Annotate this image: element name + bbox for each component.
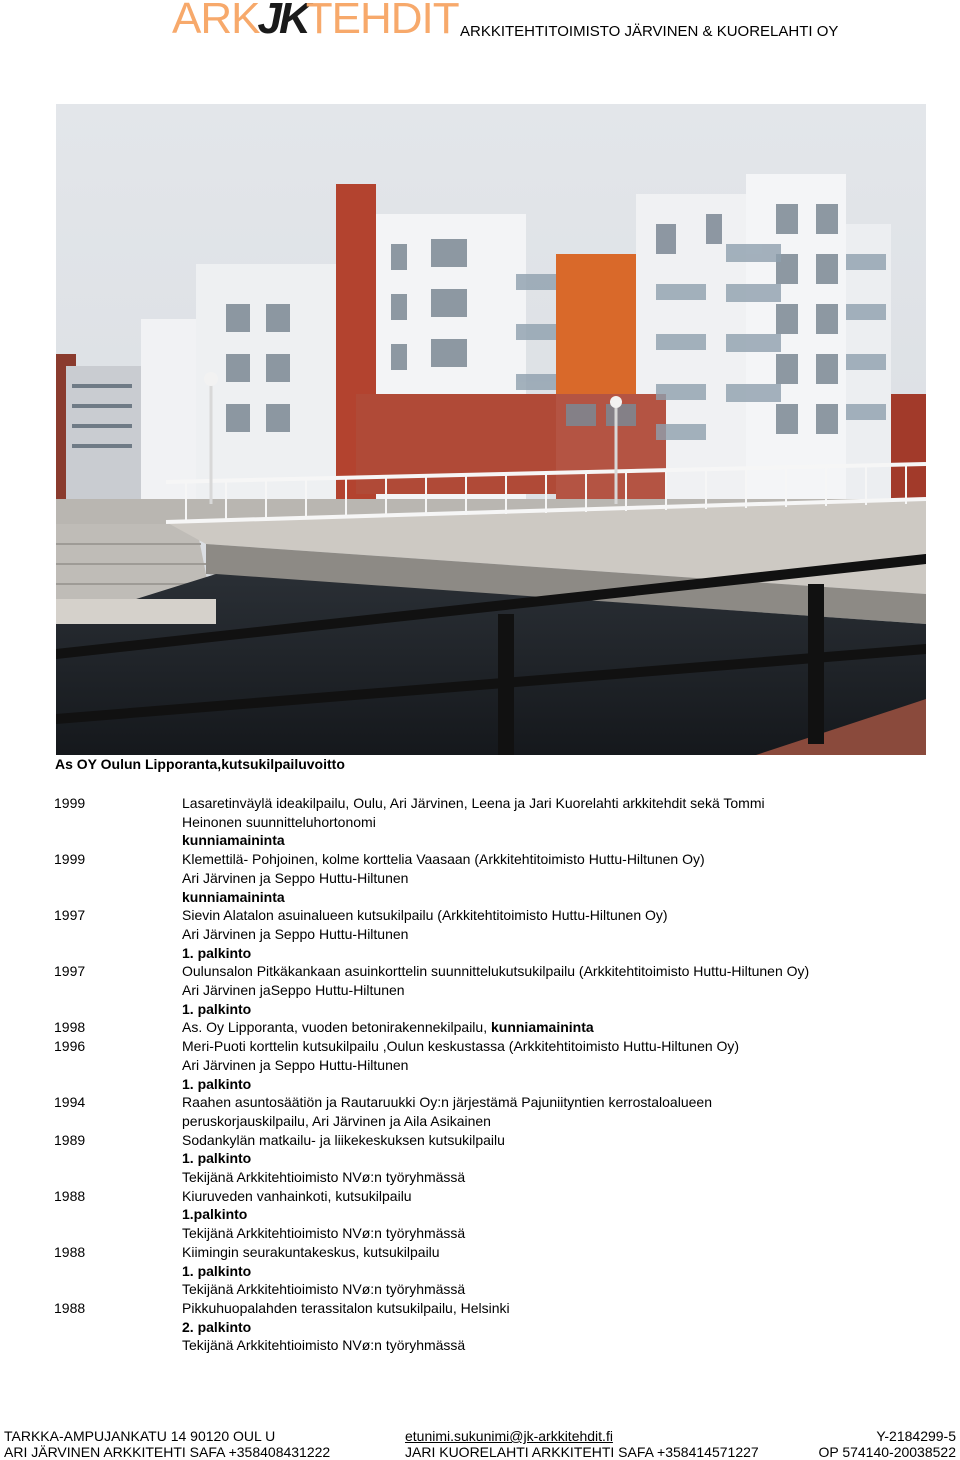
- entry-year: 1988: [54, 1299, 86, 1316]
- award-text: kunniamaininta: [182, 888, 285, 905]
- entry-line: [182, 1299, 960, 1318]
- entry-line: [182, 1056, 960, 1075]
- line-text: Tekijänä Arkkitehtioimisto NVø:n työryhmässä: [182, 1225, 466, 1242]
- competition-entry: [0, 906, 960, 962]
- competition-entry: [0, 794, 960, 850]
- entry-description: [182, 794, 960, 850]
- entry-line: [182, 981, 960, 1000]
- line-text: Raahen asuntosäätiön ja Rautaruukki Oy:n järjestämä Pajuniityntien kerrostaloalueen: [182, 1094, 712, 1111]
- entry-line: [182, 906, 960, 925]
- line-text: Lasaretinväylä ideakilpailu, Oulu, Ari Järvinen, Leena ja Jari Kuorelahti arkkitehdit sekä Tommi: [182, 795, 765, 811]
- entry-year: 1988: [54, 1187, 86, 1204]
- entry-description: [182, 1299, 960, 1355]
- line-text: Ari Järvinen ja Seppo Huttu-Hiltunen: [182, 1056, 409, 1073]
- award-text: 2. palkinto: [182, 1318, 252, 1335]
- entry-line: [182, 925, 960, 944]
- entry-description: [182, 850, 960, 906]
- entry-description: [182, 962, 960, 1018]
- line-text: Oulunsalon Pitkäkankaan asuinkorttelin suunnittelukutsukilpailu (Arkkitehtitoimisto Huttu-Hiltunen Oy): [182, 963, 810, 980]
- competition-entry: [0, 1299, 960, 1355]
- line-text: Ari Järvinen jaSeppo Huttu-Hiltunen: [182, 982, 405, 999]
- competition-entry: [0, 962, 960, 1018]
- line-text: Sodankylän matkailu- ja liikekeskuksen kutsukilpailu: [182, 1131, 505, 1148]
- competition-entry: [0, 1018, 960, 1037]
- entry-year: 1999: [54, 851, 86, 868]
- award-text: kunniamaininta: [490, 1019, 594, 1036]
- line-text: As. Oy Lipporanta, vuoden betonirakennekilpailu,: [182, 1019, 491, 1036]
- building-photo: [56, 104, 926, 755]
- competition-list: [0, 794, 960, 1355]
- award-text: 1. palkinto: [182, 1075, 252, 1092]
- company-name: ARKKITEHTITOIMISTO JÄRVINEN & KUORELAHTI OY: [460, 23, 839, 40]
- entry-line: [182, 794, 960, 813]
- entry-line: [182, 850, 960, 869]
- award-result: [182, 1205, 960, 1224]
- competition-entry: [0, 1187, 960, 1243]
- entry-line: [182, 1168, 960, 1187]
- footer-address: TARKKA-AMPUJANKATU 14 90120 OUL U: [4, 1428, 276, 1444]
- award-text: 1.palkinto: [182, 1206, 248, 1223]
- competition-entry: [0, 1093, 960, 1130]
- photo-caption: As OY Oulun Lipporanta,kutsukilpailuvoitto: [55, 756, 345, 772]
- entry-line: [182, 1093, 960, 1112]
- award-result: [182, 1262, 960, 1281]
- footer-business-id: Y-2184299-5: [876, 1428, 956, 1444]
- award-result: [182, 831, 960, 850]
- entry-line: [182, 1037, 960, 1056]
- footer-contact-jari: JARI KUORELAHTI ARKKITEHTI SAFA +358414571227: [405, 1444, 759, 1460]
- footer-bank-account: OP 574140-20038522: [818, 1444, 956, 1460]
- entry-description: [182, 1131, 960, 1187]
- competition-entry: [0, 1131, 960, 1187]
- entry-year: 1999: [54, 795, 86, 811]
- entry-year: 1997: [54, 963, 86, 980]
- line-text: Kiuruveden vanhainkoti, kutsukilpailu: [182, 1187, 412, 1204]
- entry-line: [182, 869, 960, 888]
- entry-description: [182, 1037, 960, 1093]
- entry-description: [182, 1187, 960, 1243]
- entry-year: 1997: [54, 907, 86, 924]
- award-result: [182, 1149, 960, 1168]
- entry-line: [182, 1243, 960, 1262]
- entry-year: 1988: [54, 1243, 86, 1260]
- entry-line: [182, 1131, 960, 1150]
- entry-description: [182, 906, 960, 962]
- entry-description: [182, 1018, 960, 1037]
- award-result: [182, 888, 960, 907]
- entry-line: [182, 1112, 960, 1131]
- competition-entry: [0, 1243, 960, 1299]
- entry-line: [182, 1224, 960, 1243]
- award-text: 1. palkinto: [182, 944, 252, 961]
- entry-year: 1998: [54, 1019, 86, 1036]
- line-text: Tekijänä Arkkitehtioimisto NVø:n työryhmässä: [182, 1281, 466, 1298]
- line-text: Sievin Alatalon asuinalueen kutsukilpailu (Arkkitehtitoimisto Huttu-Hiltunen Oy): [182, 907, 668, 924]
- entry-line: [182, 1280, 960, 1299]
- entry-line: [182, 1018, 960, 1037]
- footer-email-link[interactable]: etunimi.sukunimi@jk-arkkitehdit.fi: [405, 1428, 613, 1444]
- line-text: Kiimingin seurakuntakeskus, kutsukilpailu: [182, 1243, 440, 1260]
- award-text: 1. palkinto: [182, 1000, 252, 1017]
- entry-year: 1996: [54, 1038, 86, 1055]
- line-text: Heinonen suunnitteluhortonomi: [182, 813, 376, 830]
- entry-year: 1994: [54, 1094, 86, 1111]
- line-text: peruskorjauskilpailu, Ari Järvinen ja Aila Asikainen: [182, 1112, 491, 1129]
- competition-entry: [0, 850, 960, 906]
- entry-line: [182, 1187, 960, 1206]
- entry-description: [182, 1243, 960, 1299]
- award-result: [182, 1075, 960, 1094]
- entry-line: [182, 813, 960, 832]
- award-result: [182, 944, 960, 963]
- line-text: Ari Järvinen ja Seppo Huttu-Hiltunen: [182, 925, 409, 942]
- line-text: Tekijänä Arkkitehtioimisto NVø:n työryhmässä: [182, 1337, 466, 1354]
- entry-year: 1989: [54, 1131, 86, 1148]
- award-text: 1. palkinto: [182, 1150, 252, 1167]
- line-text: Tekijänä Arkkitehtioimisto NVø:n työryhmässä: [182, 1169, 466, 1186]
- award-result: [182, 1000, 960, 1019]
- company-logo: ARKJKTEHDIT: [172, 0, 459, 43]
- line-text: Klemettilä- Pohjoinen, kolme korttelia Vaasaan (Arkkitehtitoimisto Huttu-Hiltunen Oy): [182, 851, 705, 868]
- entry-description: [182, 1093, 960, 1130]
- award-text: 1. palkinto: [182, 1262, 252, 1279]
- entry-line: [182, 962, 960, 981]
- award-text: kunniamaininta: [182, 832, 285, 849]
- line-text: Ari Järvinen ja Seppo Huttu-Hiltunen: [182, 869, 409, 886]
- award-result: [182, 1318, 960, 1337]
- page-header: [0, 0, 960, 44]
- competition-entry: [0, 1037, 960, 1093]
- footer-contact-ari: ARI JÄRVINEN ARKKITEHTI SAFA +358408431222: [4, 1444, 331, 1460]
- line-text: Meri-Puoti korttelin kutsukilpailu ,Oulun keskustassa (Arkkitehtitoimisto Huttu-Hiltunen Oy): [182, 1038, 740, 1055]
- entry-line: [182, 1336, 960, 1355]
- line-text: Pikkuhuopalahden terassitalon kutsukilpailu, Helsinki: [182, 1299, 510, 1316]
